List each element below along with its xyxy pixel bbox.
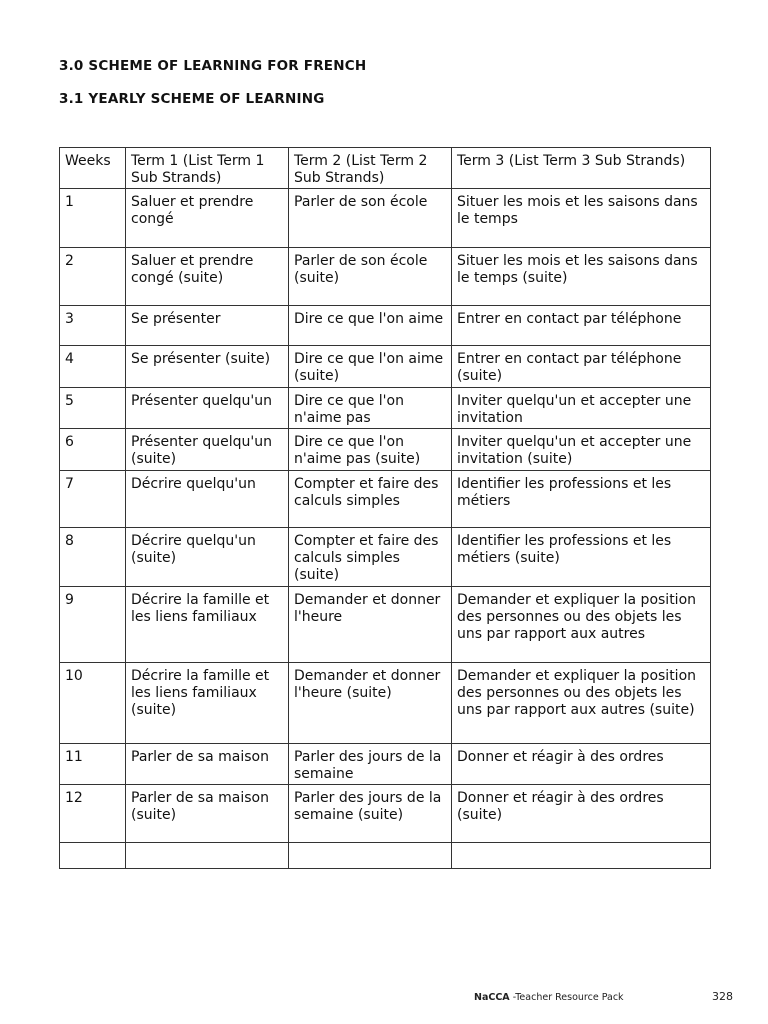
table-row [60,248,711,306]
header-weeks: Weeks [60,148,126,189]
table-row [60,306,711,346]
term-3-cell: Identifier les professions et les métiers (suite) [452,528,711,587]
table-row [60,189,711,248]
term-3-cell: Inviter quelqu'un et accepter une invitation (suite) [452,429,711,471]
subsection-title: 3.1 YEARLY SCHEME OF LEARNING [59,91,325,107]
week-cell: 12 [60,785,126,843]
table-row [60,528,711,587]
term-2-cell: Dire ce que l'on n'aime pas (suite) [289,429,452,471]
term-2-cell: Demander et donner l'heure [289,587,452,663]
week-cell: 4 [60,346,126,388]
week-cell: 3 [60,306,126,346]
term-2-cell: Parler de son école [289,189,452,248]
table-row [60,388,711,429]
term-2-cell: Parler des jours de la semaine [289,744,452,785]
term-3-cell: Entrer en contact par téléphone [452,306,711,346]
table-row [60,429,711,471]
term-2-cell: Dire ce que l'on aime [289,306,452,346]
term-1-cell: Parler de sa maison [126,744,289,785]
page-number: 328 [712,990,733,1003]
term-3-cell: Inviter quelqu'un et accepter une invitation [452,388,711,429]
table-row [60,744,711,785]
header-term-3: Term 3 (List Term 3 Sub Strands) [452,148,711,189]
table-header-row [60,148,711,189]
term-3-cell: Entrer en contact par téléphone (suite) [452,346,711,388]
term-1-cell: Saluer et prendre congé (suite) [126,248,289,306]
term-1-cell: Décrire la famille et les liens familiaux [126,587,289,663]
week-cell: 9 [60,587,126,663]
term-3-cell: Situer les mois et les saisons dans le temps [452,189,711,248]
term-1-cell: Décrire quelqu'un (suite) [126,528,289,587]
term-1-cell: Présenter quelqu'un [126,388,289,429]
term-2-cell: Parler des jours de la semaine (suite) [289,785,452,843]
term-3-cell: Demander et expliquer la position des personnes ou des objets les uns par rapport aux autres (suite) [452,663,711,744]
term-2-cell: Compter et faire des calculs simples [289,471,452,528]
scheme-table-body [60,148,711,869]
table-row [60,587,711,663]
term-3-cell: Donner et réagir à des ordres (suite) [452,785,711,843]
term-1-cell: Saluer et prendre congé [126,189,289,248]
term-1-cell: Présenter quelqu'un (suite) [126,429,289,471]
week-cell: 5 [60,388,126,429]
term-1-cell: Se présenter [126,306,289,346]
week-cell: 6 [60,429,126,471]
week-cell: 2 [60,248,126,306]
week-cell: 8 [60,528,126,587]
week-cell: 11 [60,744,126,785]
term-1-cell: Se présenter (suite) [126,346,289,388]
term-3-cell: Donner et réagir à des ordres [452,744,711,785]
term-3-cell: Situer les mois et les saisons dans le temps (suite) [452,248,711,306]
term-1-cell: Décrire la famille et les liens familiaux (suite) [126,663,289,744]
week-cell: 10 [60,663,126,744]
week-cell: 1 [60,189,126,248]
term-3-cell: Demander et expliquer la position des personnes ou des objets les uns par rapport aux autres [452,587,711,663]
table-row [60,663,711,744]
footer-brand-name: NaCCA [474,992,510,1003]
week-cell: 7 [60,471,126,528]
footer-publication-title: -Teacher Resource Pack [509,992,624,1003]
term-1-cell [126,843,289,869]
scheme-table [59,147,711,869]
table-row [60,785,711,843]
term-2-cell: Demander et donner l'heure (suite) [289,663,452,744]
footer-publication [474,992,624,1003]
term-1-cell: Parler de sa maison (suite) [126,785,289,843]
term-2-cell [289,843,452,869]
term-3-cell [452,843,711,869]
header-term-2: Term 2 (List Term 2 Sub Strands) [289,148,452,189]
term-3-cell: Identifier les professions et les métiers [452,471,711,528]
table-row [60,471,711,528]
week-cell [60,843,126,869]
term-1-cell: Décrire quelqu'un [126,471,289,528]
term-2-cell: Parler de son école (suite) [289,248,452,306]
section-title: 3.0 SCHEME OF LEARNING FOR FRENCH [59,58,367,74]
term-2-cell: Compter et faire des calculs simples (suite) [289,528,452,587]
header-term-1: Term 1 (List Term 1 Sub Strands) [126,148,289,189]
table-row [60,346,711,388]
term-2-cell: Dire ce que l'on n'aime pas [289,388,452,429]
term-2-cell: Dire ce que l'on aime (suite) [289,346,452,388]
table-row [60,843,711,869]
